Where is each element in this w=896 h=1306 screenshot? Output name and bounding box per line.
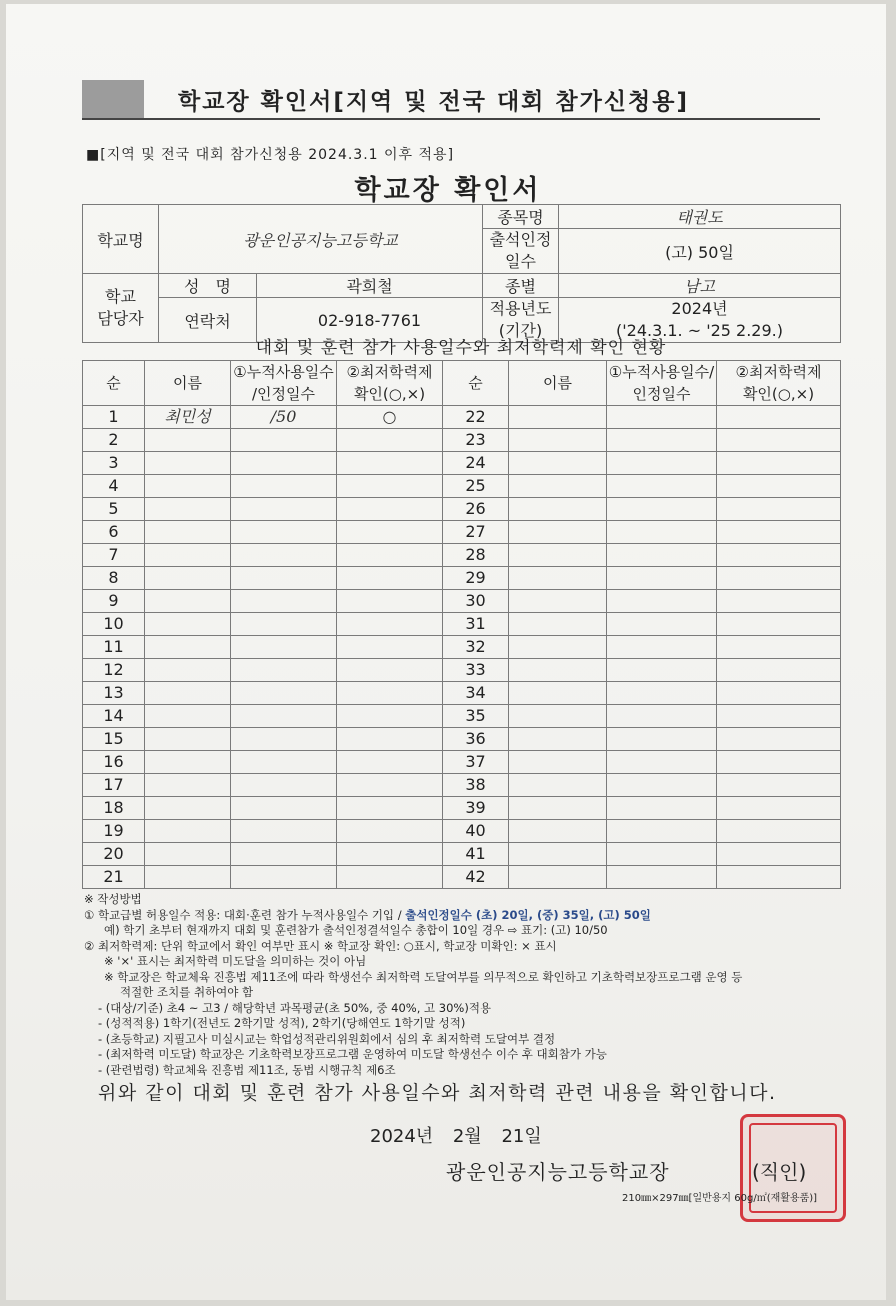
used-days-right bbox=[607, 636, 717, 659]
min-academic-check-right bbox=[717, 429, 841, 452]
note-7: - (관련법령) 학교체육 진흥법 제11조, 동법 시행규칙 제6조 bbox=[98, 1062, 396, 1077]
table-row bbox=[83, 705, 841, 728]
contact-value: 02-918-7761 bbox=[257, 298, 483, 343]
used-days bbox=[231, 866, 337, 889]
student-name bbox=[145, 590, 231, 613]
note-2: ② 최저학력제: 단위 학교에서 확인 여부만 표시 ※ 학교장 확인: ○표시, 학교장 미확인: × 표시 bbox=[84, 938, 557, 953]
row-number: 21 bbox=[83, 866, 145, 889]
min-academic-check bbox=[337, 774, 443, 797]
student-name bbox=[145, 544, 231, 567]
table-row bbox=[83, 406, 841, 429]
seal-label: (직인) bbox=[752, 1160, 807, 1184]
row-number: 15 bbox=[83, 728, 145, 751]
min-academic-check bbox=[337, 797, 443, 820]
student-name bbox=[145, 429, 231, 452]
min-academic-check-right bbox=[717, 452, 841, 475]
min-academic-check bbox=[337, 659, 443, 682]
student-name-right bbox=[509, 705, 607, 728]
row-number-right: 37 bbox=[443, 751, 509, 774]
min-academic-check-right bbox=[717, 498, 841, 521]
name-label: 성 명 bbox=[159, 274, 257, 298]
row-number: 9 bbox=[83, 590, 145, 613]
table-row bbox=[83, 820, 841, 843]
used-days-right bbox=[607, 751, 717, 774]
note-1-example: 예) 학기 초부터 현재까지 대회 및 훈련참가 출석인정결석일수 총합이 10일 경우 ⇨ 표기: (고) 10/50 bbox=[104, 923, 608, 937]
used-days bbox=[231, 797, 337, 820]
row-number: 4 bbox=[83, 475, 145, 498]
header-gray-block bbox=[82, 80, 144, 118]
row-number: 18 bbox=[83, 797, 145, 820]
min-academic-check-right bbox=[717, 406, 841, 429]
student-name bbox=[145, 820, 231, 843]
row-number-right: 33 bbox=[443, 659, 509, 682]
row-number: 12 bbox=[83, 659, 145, 682]
table-row bbox=[83, 590, 841, 613]
row-number: 7 bbox=[83, 544, 145, 567]
used-days bbox=[231, 475, 337, 498]
min-academic-check-right bbox=[717, 705, 841, 728]
used-days-right bbox=[607, 866, 717, 889]
row-number-right: 41 bbox=[443, 843, 509, 866]
note-5: - (초등학교) 지필고사 미실시교는 학업성적관리위원회에서 심의 후 최저학력 도달여부 결정 bbox=[98, 1031, 556, 1046]
contact-label: 연락처 bbox=[159, 298, 257, 343]
issue-date: 2024년 2월 21일 bbox=[370, 1126, 542, 1147]
used-days-right bbox=[607, 429, 717, 452]
year-label: 적용년도 (기간) bbox=[483, 298, 559, 343]
note-3: - (대상/기준) 초4 ~ 고3 / 해당학년 과목평균(초 50%, 중 40%, 고 30%)적용 bbox=[98, 1000, 492, 1015]
used-days bbox=[231, 521, 337, 544]
min-academic-check-right bbox=[717, 475, 841, 498]
student-name bbox=[145, 498, 231, 521]
table-row bbox=[83, 797, 841, 820]
table-row bbox=[83, 866, 841, 889]
table-row bbox=[83, 452, 841, 475]
row-number-right: 25 bbox=[443, 475, 509, 498]
student-name bbox=[145, 774, 231, 797]
table-row bbox=[83, 774, 841, 797]
row-number-right: 39 bbox=[443, 797, 509, 820]
student-name-right bbox=[509, 498, 607, 521]
min-academic-check-right bbox=[717, 797, 841, 820]
row-number: 8 bbox=[83, 567, 145, 590]
form-title: 학교장 확인서 bbox=[354, 175, 542, 206]
used-days bbox=[231, 751, 337, 774]
min-academic-check bbox=[337, 429, 443, 452]
confirmation-statement: 위와 같이 대회 및 훈련 참가 사용일수와 최저학력 관련 내용을 확인합니다. bbox=[98, 1082, 777, 1104]
row-number: 14 bbox=[83, 705, 145, 728]
used-days-right bbox=[607, 659, 717, 682]
student-name-right bbox=[509, 843, 607, 866]
student-name bbox=[145, 728, 231, 751]
principal-name: 광운인공지능고등학교장 bbox=[446, 1160, 670, 1184]
student-name bbox=[145, 659, 231, 682]
table-row bbox=[83, 475, 841, 498]
note-2-b: ※ 학교장은 학교체육 진흥법 제11조에 따라 학생선수 최저학력 도달여부를 의무적으로 확인하고 기초학력보장프로그램 운영 등 bbox=[104, 969, 743, 984]
used-days-right bbox=[607, 452, 717, 475]
row-number-right: 28 bbox=[443, 544, 509, 567]
student-name-right bbox=[509, 475, 607, 498]
col-check-header: ②최저학력제 확인(○,×) bbox=[337, 361, 443, 406]
row-number: 20 bbox=[83, 843, 145, 866]
min-academic-check-right bbox=[717, 544, 841, 567]
col-days-header: ①누적사용일수 /인정일수 bbox=[231, 361, 337, 406]
row-number: 16 bbox=[83, 751, 145, 774]
min-academic-check bbox=[337, 636, 443, 659]
table-row bbox=[83, 636, 841, 659]
student-name-right bbox=[509, 682, 607, 705]
table-subtitle: 대회 및 훈련 참가 사용일수와 최저학력제 확인 현황 bbox=[255, 338, 667, 358]
student-name bbox=[145, 705, 231, 728]
row-number-right: 38 bbox=[443, 774, 509, 797]
row-number-right: 22 bbox=[443, 406, 509, 429]
student-name bbox=[145, 751, 231, 774]
table-row bbox=[83, 429, 841, 452]
table-row bbox=[83, 843, 841, 866]
table-row bbox=[83, 728, 841, 751]
row-number: 19 bbox=[83, 820, 145, 843]
used-days-right bbox=[607, 406, 717, 429]
used-days bbox=[231, 590, 337, 613]
used-days-right bbox=[607, 590, 717, 613]
min-academic-check-right bbox=[717, 682, 841, 705]
instructions bbox=[84, 892, 844, 1078]
student-name bbox=[145, 682, 231, 705]
min-academic-check-right bbox=[717, 843, 841, 866]
table-row bbox=[83, 682, 841, 705]
row-number: 10 bbox=[83, 613, 145, 636]
student-name-right bbox=[509, 567, 607, 590]
student-name-right bbox=[509, 521, 607, 544]
min-academic-check-right bbox=[717, 751, 841, 774]
row-number-right: 29 bbox=[443, 567, 509, 590]
header-underline bbox=[82, 118, 820, 120]
used-days bbox=[231, 728, 337, 751]
row-number-right: 42 bbox=[443, 866, 509, 889]
row-number-right: 30 bbox=[443, 590, 509, 613]
student-name-right bbox=[509, 820, 607, 843]
student-name-right bbox=[509, 751, 607, 774]
note-2-a: ※ '×' 표시는 최저학력 미도달을 의미하는 것이 아님 bbox=[104, 954, 367, 968]
table-row bbox=[83, 751, 841, 774]
student-name-right bbox=[509, 659, 607, 682]
used-days bbox=[231, 544, 337, 567]
used-days bbox=[231, 429, 337, 452]
used-days bbox=[231, 452, 337, 475]
name-value: 곽희철 bbox=[257, 274, 483, 298]
info-table bbox=[82, 204, 841, 343]
row-number-right: 26 bbox=[443, 498, 509, 521]
min-academic-check-right bbox=[717, 636, 841, 659]
attendance-label: 출석인정 일수 bbox=[483, 229, 559, 274]
used-days-right bbox=[607, 843, 717, 866]
student-name bbox=[145, 613, 231, 636]
used-days-right bbox=[607, 820, 717, 843]
used-days bbox=[231, 636, 337, 659]
table-row bbox=[83, 613, 841, 636]
student-name-right bbox=[509, 429, 607, 452]
min-academic-check bbox=[337, 498, 443, 521]
min-academic-check-right bbox=[717, 866, 841, 889]
note-4: - (성적적용) 1학기(전년도 2학기말 성적), 2학기(당해연도 1학기말 성적) bbox=[98, 1016, 466, 1030]
min-academic-check bbox=[337, 590, 443, 613]
student-name bbox=[145, 797, 231, 820]
student-name-right bbox=[509, 613, 607, 636]
table-row bbox=[83, 567, 841, 590]
min-academic-check bbox=[337, 751, 443, 774]
used-days-right bbox=[607, 521, 717, 544]
min-academic-check bbox=[337, 820, 443, 843]
used-days bbox=[231, 774, 337, 797]
min-academic-check bbox=[337, 728, 443, 751]
used-days bbox=[231, 843, 337, 866]
min-academic-check bbox=[337, 843, 443, 866]
row-number: 2 bbox=[83, 429, 145, 452]
used-days-right bbox=[607, 797, 717, 820]
col-name-header-right: 이름 bbox=[509, 361, 607, 406]
row-number-right: 31 bbox=[443, 613, 509, 636]
used-days bbox=[231, 820, 337, 843]
header-title: 학교장 확인서[지역 및 전국 대회 참가신청용] bbox=[178, 88, 689, 115]
min-academic-check-right bbox=[717, 728, 841, 751]
school-label: 학교명 bbox=[83, 205, 159, 274]
used-days-right bbox=[607, 774, 717, 797]
row-number-right: 34 bbox=[443, 682, 509, 705]
col-name-header: 이름 bbox=[145, 361, 231, 406]
used-days bbox=[231, 567, 337, 590]
table-row bbox=[83, 521, 841, 544]
student-name bbox=[145, 866, 231, 889]
student-name-right bbox=[509, 590, 607, 613]
row-number: 6 bbox=[83, 521, 145, 544]
form-notice: ■[지역 및 전국 대회 참가신청용 2024.3.1 이후 적용] bbox=[86, 147, 455, 163]
min-academic-check-right bbox=[717, 590, 841, 613]
student-name-right bbox=[509, 406, 607, 429]
row-number: 3 bbox=[83, 452, 145, 475]
notes-heading: ※ 작성방법 bbox=[84, 892, 142, 906]
paper-spec-footer: 210㎜×297㎜[일반용지 60g/㎡(재활용품)] bbox=[622, 1193, 818, 1204]
used-days-right bbox=[607, 682, 717, 705]
min-academic-check bbox=[337, 452, 443, 475]
row-number: 11 bbox=[83, 636, 145, 659]
min-academic-check-right bbox=[717, 521, 841, 544]
student-name-right bbox=[509, 774, 607, 797]
used-days-right bbox=[607, 613, 717, 636]
attendance-value: (고) 50일 bbox=[559, 229, 841, 274]
category-value: 남고 bbox=[559, 274, 841, 298]
row-number-right: 40 bbox=[443, 820, 509, 843]
row-number-right: 35 bbox=[443, 705, 509, 728]
used-days bbox=[231, 613, 337, 636]
participation-table bbox=[82, 360, 841, 889]
school-value: 광운인공지능고등학교 bbox=[159, 205, 483, 274]
row-number: 13 bbox=[83, 682, 145, 705]
category-label: 종별 bbox=[483, 274, 559, 298]
used-days-right bbox=[607, 728, 717, 751]
min-academic-check-right bbox=[717, 613, 841, 636]
row-number-right: 24 bbox=[443, 452, 509, 475]
min-academic-check-right bbox=[717, 820, 841, 843]
row-number-right: 36 bbox=[443, 728, 509, 751]
row-number-right: 32 bbox=[443, 636, 509, 659]
event-label: 종목명 bbox=[483, 205, 559, 229]
col-no-header-right: 순 bbox=[443, 361, 509, 406]
student-name-right bbox=[509, 544, 607, 567]
min-academic-check bbox=[337, 682, 443, 705]
used-days-right bbox=[607, 705, 717, 728]
used-days-right bbox=[607, 567, 717, 590]
min-academic-check bbox=[337, 521, 443, 544]
student-name bbox=[145, 521, 231, 544]
student-name bbox=[145, 475, 231, 498]
student-name bbox=[145, 636, 231, 659]
row-number: 17 bbox=[83, 774, 145, 797]
row-number-right: 27 bbox=[443, 521, 509, 544]
col-check-header-right: ②최저학력제 확인(○,×) bbox=[717, 361, 841, 406]
student-name bbox=[145, 452, 231, 475]
student-name-right bbox=[509, 452, 607, 475]
student-name-right bbox=[509, 866, 607, 889]
min-academic-check bbox=[337, 613, 443, 636]
row-number: 1 bbox=[83, 406, 145, 429]
used-days-right bbox=[607, 544, 717, 567]
used-days bbox=[231, 498, 337, 521]
table-row bbox=[83, 544, 841, 567]
min-academic-check bbox=[337, 567, 443, 590]
used-days: /50 bbox=[231, 406, 337, 429]
col-days-header-right: ①누적사용일수/ 인정일수 bbox=[607, 361, 717, 406]
used-days bbox=[231, 682, 337, 705]
student-name bbox=[145, 843, 231, 866]
min-academic-check bbox=[337, 475, 443, 498]
student-name: 최민성 bbox=[145, 406, 231, 429]
note-2-c: 적절한 조치를 취하여야 함 bbox=[120, 985, 254, 999]
row-number: 5 bbox=[83, 498, 145, 521]
table-row bbox=[83, 659, 841, 682]
used-days bbox=[231, 705, 337, 728]
min-academic-check-right bbox=[717, 567, 841, 590]
student-name bbox=[145, 567, 231, 590]
note-1: ① 학교급별 허용일수 적용: 대회·훈련 참가 누적사용일수 기입 / 출석인정일수 (초) 20일, (중) 35일, (고) 50일 bbox=[84, 907, 651, 922]
min-academic-check: ○ bbox=[337, 406, 443, 429]
min-academic-check bbox=[337, 705, 443, 728]
min-academic-check-right bbox=[717, 774, 841, 797]
event-value: 태권도 bbox=[559, 205, 841, 229]
student-name-right bbox=[509, 728, 607, 751]
used-days-right bbox=[607, 475, 717, 498]
table-row bbox=[83, 498, 841, 521]
used-days bbox=[231, 659, 337, 682]
min-academic-check bbox=[337, 544, 443, 567]
student-name-right bbox=[509, 797, 607, 820]
year-value: 2024년 ('24.3.1. ~ '25 2.29.) bbox=[559, 298, 841, 343]
student-name-right bbox=[509, 636, 607, 659]
note-6: - (최저학력 미도달) 학교장은 기초학력보장프로그램 운영하여 미도달 학생선수 이수 후 대회참가 가능 bbox=[98, 1047, 607, 1061]
manager-label: 학교 담당자 bbox=[83, 274, 159, 343]
used-days-right bbox=[607, 498, 717, 521]
row-number-right: 23 bbox=[443, 429, 509, 452]
min-academic-check-right bbox=[717, 659, 841, 682]
min-academic-check bbox=[337, 866, 443, 889]
col-no-header: 순 bbox=[83, 361, 145, 406]
